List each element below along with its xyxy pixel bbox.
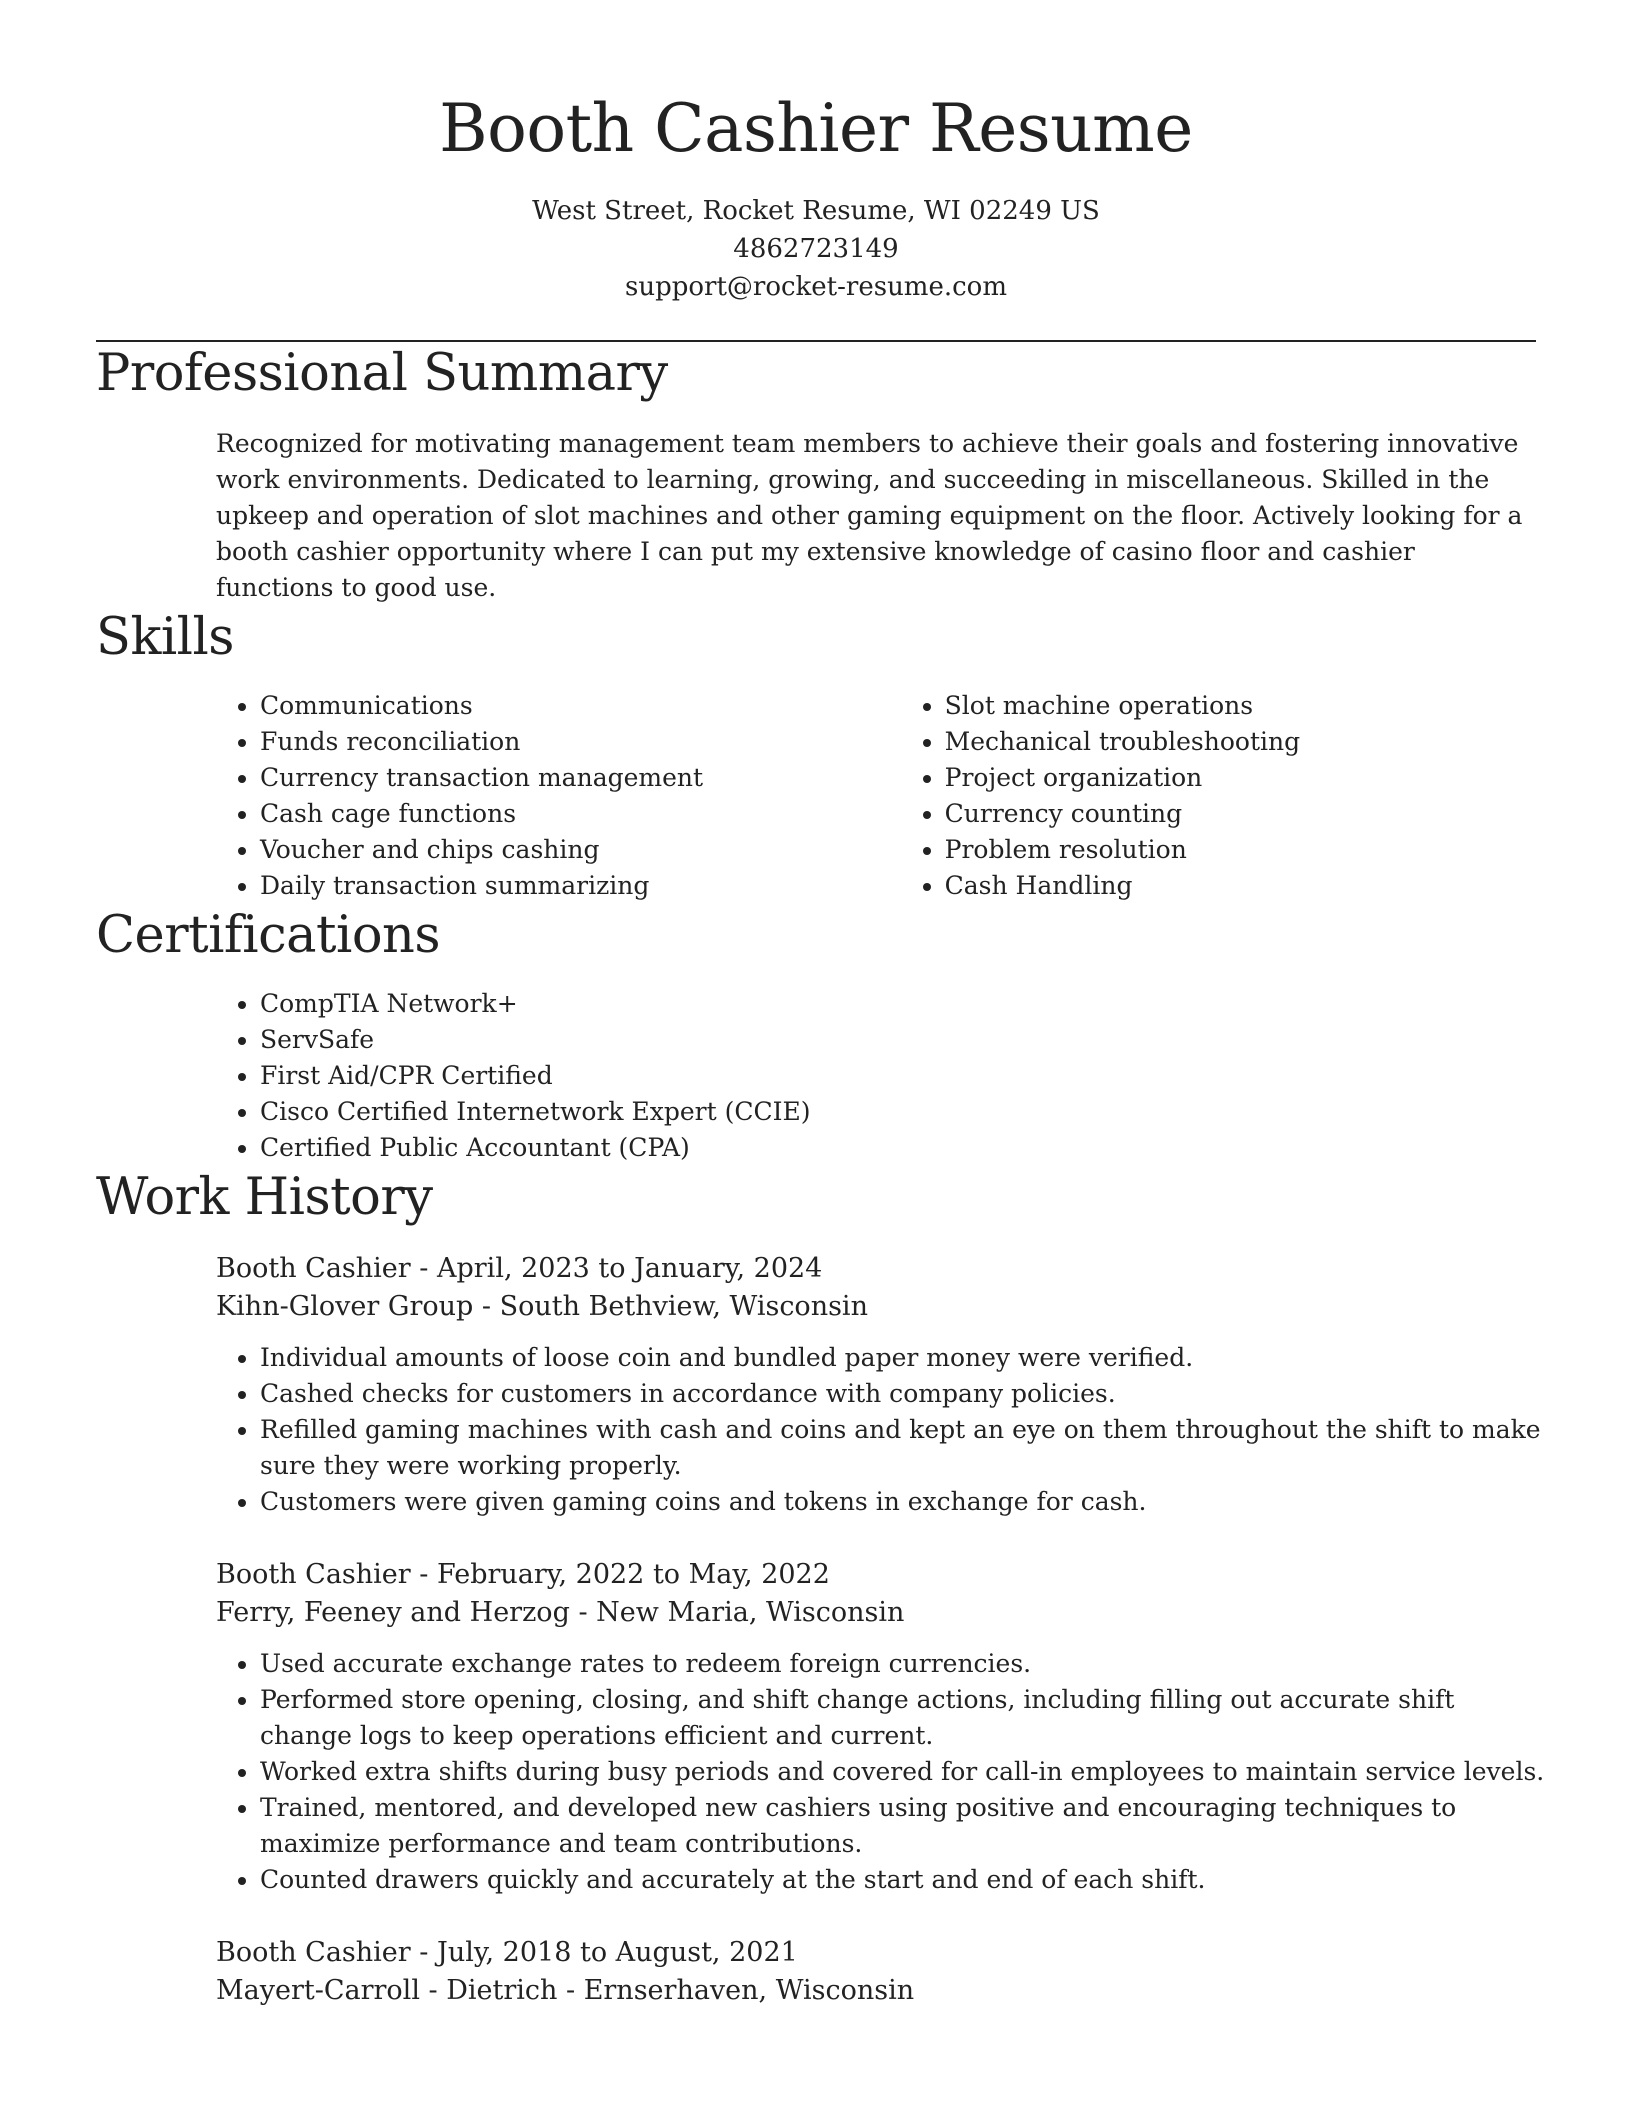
certifications-list	[96, 986, 1536, 1166]
skill-item: • Daily transaction summarizing	[260, 868, 901, 904]
certification-item: • Certified Public Accountant (CPA)	[260, 1130, 1536, 1166]
skill-item: • Currency transaction management	[260, 760, 901, 796]
job-duties	[216, 1646, 1545, 1898]
summary-heading: Professional Summary	[96, 344, 668, 403]
job-title: Booth Cashier	[216, 1937, 411, 1968]
duty-item: • Counted drawers quickly and accurately at the start and end of each shift.	[260, 1862, 1550, 1898]
job-entry	[216, 1250, 1541, 1520]
duty-item: • Refilled gaming machines with cash and coins and kept an eye on them throughout the shift to make sure they were working properly.	[260, 1412, 1550, 1484]
job-title-line	[216, 1934, 1536, 1972]
contact-block	[96, 192, 1536, 306]
job-title-line	[216, 1250, 1536, 1288]
job-dates: - July, 2018 to August, 2021	[410, 1937, 798, 1968]
job-company-line	[216, 1594, 1536, 1632]
certification-item: • ServSafe	[260, 1022, 1536, 1058]
job-company-line	[216, 1972, 1536, 2010]
skill-item: • Project organization	[945, 760, 1536, 796]
work-history-heading: Work History	[96, 1168, 433, 1227]
skill-item: • Currency counting	[945, 796, 1536, 832]
certification-item: • Cisco Certified Internetwork Expert (CCIE)	[260, 1094, 1536, 1130]
contact-phone: 4862723149	[733, 234, 899, 264]
job-company: Kihn-Glover Group	[216, 1291, 474, 1322]
job-duties	[216, 1340, 1541, 1520]
job-company-line	[216, 1288, 1536, 1326]
job-dates: - April, 2023 to January, 2024	[410, 1253, 823, 1284]
duty-item: • Trained, mentored, and developed new cashiers using positive and encouraging techniques to maximize performance and team contributions.	[260, 1790, 1550, 1862]
contact-address: West Street, Rocket Resume, WI 02249 US	[532, 196, 1100, 226]
skill-item: • Funds reconciliation	[260, 724, 901, 760]
duty-item: • Customers were given gaming coins and tokens in exchange for cash.	[260, 1484, 1550, 1520]
skills-column-2	[901, 688, 1536, 904]
job-entry	[216, 1556, 1545, 1898]
job-company: Ferry, Feeney and Herzog	[216, 1597, 570, 1628]
certification-item: • First Aid/CPR Certified	[260, 1058, 1536, 1094]
duty-item: • Used accurate exchange rates to redeem foreign currencies.	[260, 1646, 1550, 1682]
job-location: - South Bethview, Wisconsin	[473, 1291, 868, 1322]
skill-item: • Problem resolution	[945, 832, 1536, 868]
job-title: Booth Cashier	[216, 1253, 411, 1284]
duty-item: • Cashed checks for customers in accordance with company policies.	[260, 1376, 1550, 1412]
job-company: Mayert-Carroll - Dietrich	[216, 1975, 558, 2006]
skills-heading: Skills	[96, 608, 234, 667]
skill-item: • Communications	[260, 688, 901, 724]
job-title: Booth Cashier	[216, 1559, 411, 1590]
skill-item: • Voucher and chips cashing	[260, 832, 901, 868]
resume-page	[96, 0, 1545, 2010]
certification-item: • CompTIA Network+	[260, 986, 1536, 1022]
duty-item: • Performed store opening, closing, and shift change actions, including filling out accurate shift change logs to keep operations efficient and current.	[260, 1682, 1550, 1754]
job-title-line	[216, 1556, 1536, 1594]
skills-list	[96, 688, 1536, 904]
job-location: - New Maria, Wisconsin	[569, 1597, 905, 1628]
skill-item: • Mechanical troubleshooting	[945, 724, 1536, 760]
skill-item: • Cash Handling	[945, 868, 1536, 904]
job-entry	[216, 1934, 1536, 2010]
skills-column-1	[96, 688, 901, 904]
job-dates: - February, 2022 to May, 2022	[410, 1559, 830, 1590]
skill-item: • Cash cage functions	[260, 796, 901, 832]
summary-text: Recognized for motivating management team members to achieve their goals and fostering innovative work environments. Dedicated to learning, growing, and succeeding in miscellaneous. Skilled in the upkeep and operation of slot machines and other gaming equipment on the floor. Actively looking for a booth cashier opportunity where I can put my extensive knowledge of casino floor and cashier functions to good use.	[216, 429, 1523, 602]
duty-item: • Individual amounts of loose coin and bundled paper money were verified.	[260, 1340, 1550, 1376]
contact-email: support@rocket-resume.com	[624, 272, 1007, 302]
resume-title: Booth Cashier Resume	[439, 90, 1193, 167]
job-location: - Ernserhaven, Wisconsin	[557, 1975, 915, 2006]
skill-item: • Slot machine operations	[945, 688, 1536, 724]
certifications-heading: Certifications	[96, 906, 441, 965]
duty-item: • Worked extra shifts during busy periods and covered for call-in employees to maintain service levels.	[260, 1754, 1550, 1790]
